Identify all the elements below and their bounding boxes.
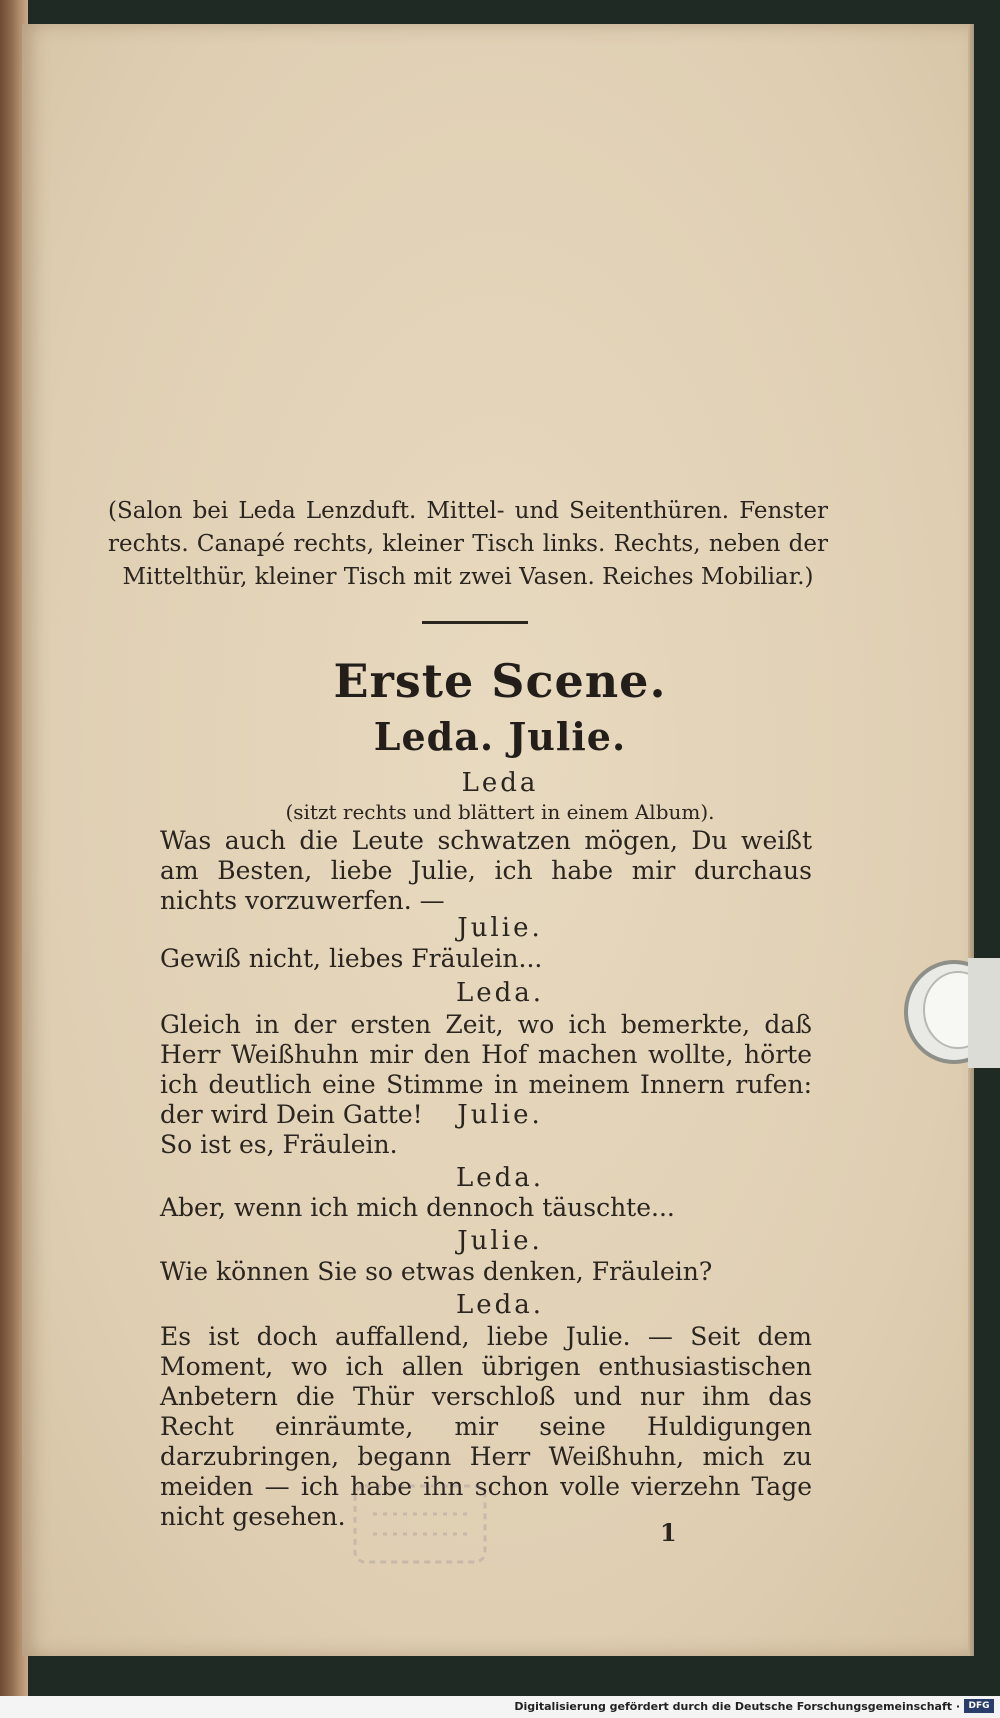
page-number: 1 (660, 1518, 677, 1547)
paper-clip-icon (898, 948, 1000, 1078)
speaker-name: Leda. (455, 1163, 545, 1193)
speech-text: Aber, wenn ich mich dennoch täuschte... (160, 1193, 675, 1222)
speaker-name: Leda. (455, 1290, 545, 1320)
speaker-name: Julie. (457, 1100, 543, 1130)
speech-text: Was auch die Leute schwatzen mögen, Du weißt am Besten, liebe Julie, ich habe mir durchaus nichts vorzuwerfen. — (160, 826, 812, 915)
stage-note: (sitzt rechts und blättert in einem Album). (285, 800, 715, 824)
speech-text: Gewiß nicht, liebes Fräulein... (160, 944, 543, 973)
speaker-name: Julie. (457, 1226, 543, 1256)
footer-credit: Digitalisierung gefördert durch die Deutsche Forschungsgemeinschaft · (514, 1700, 960, 1713)
page-edge (968, 24, 974, 1656)
speech-text: Wie können Sie so etwas denken, Fräulein? (160, 1257, 713, 1286)
speaker-name: Leda (461, 768, 539, 798)
speech-text: Gleich in der ersten Zeit, wo ich bemerkte, daß Herr Weißhuhn mir den Hof machen wollte, hörte ich deutlich eine Stimme in meinem Innern rufen: der wird Dein Gatte! (160, 1010, 812, 1129)
speech-text: Es ist doch auffallend, liebe Julie. — Seit dem Moment, wo ich allen übrigen enthusiastischen Anbetern die Thür verschloß und nur ihm das Recht einräumte, mir seine Huldigungen darzubringen, begann Herr Weißhuhn, mich zu meiden — ich habe ihn schon volle vierzehn Tage nicht gesehen. (160, 1322, 812, 1531)
library-stamp-mark (345, 1478, 495, 1570)
dfg-logo: DFG (964, 1699, 994, 1713)
speech-text: So ist es, Fräulein. (160, 1130, 398, 1159)
speaker-name: Julie. (457, 913, 543, 943)
divider-rule (422, 621, 528, 624)
speaker-name: Leda. (455, 978, 545, 1008)
scene-persons: Leda. Julie. (373, 714, 627, 759)
scene-title: Erste Scene. (333, 654, 667, 708)
stage-direction: (Salon bei Leda Lenzduft. Mittel- und Seitenthüren. Fenster rechts. Canapé rechts, kleiner Tisch links. Rechts, neben der Mittelthür, kleiner Tisch mit zwei Vasen. Reiches Mobiliar.) (108, 498, 828, 590)
